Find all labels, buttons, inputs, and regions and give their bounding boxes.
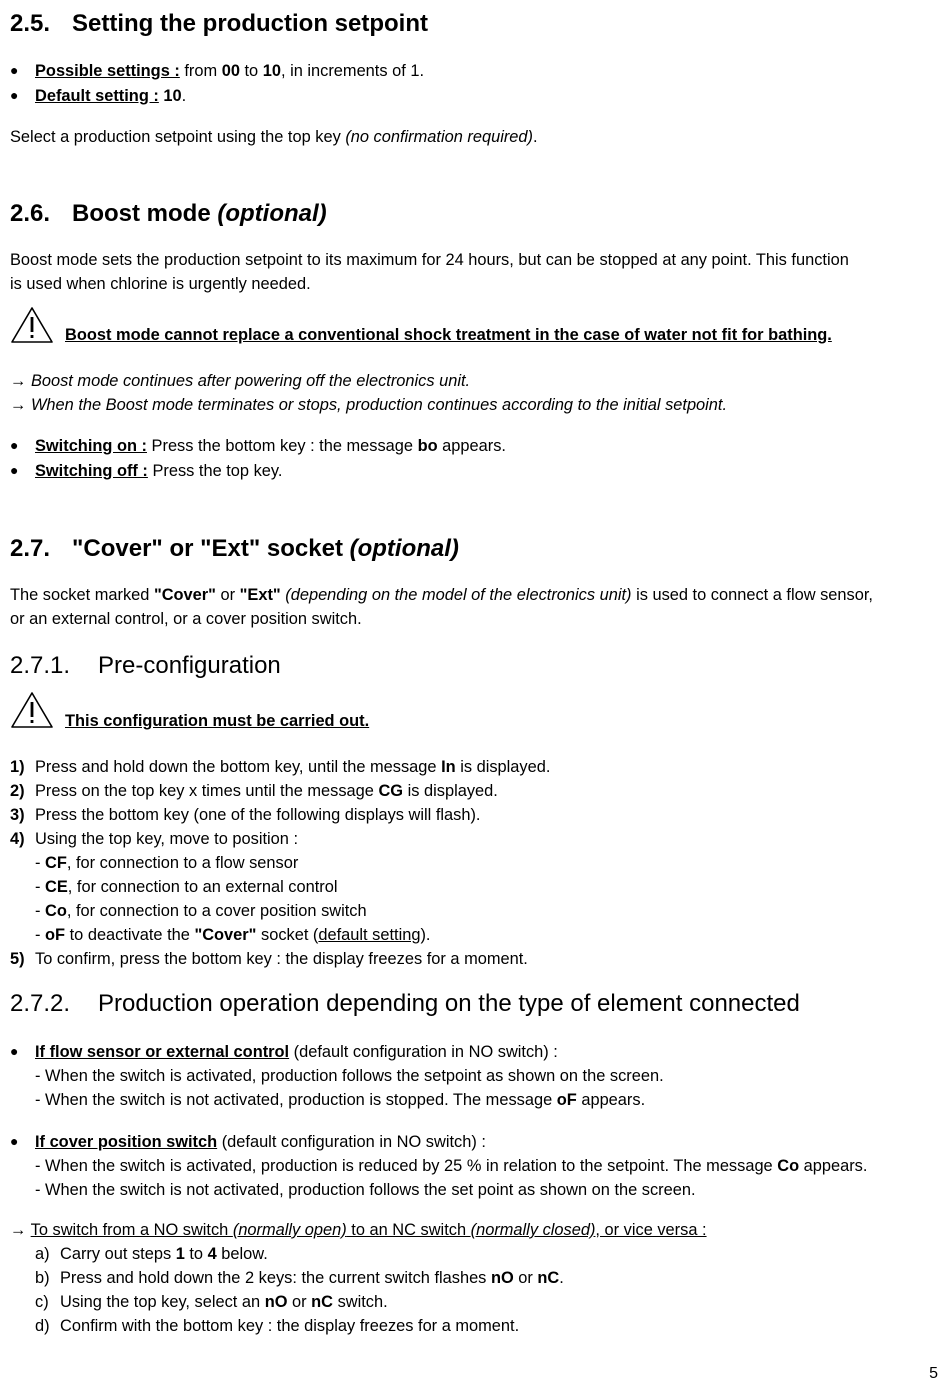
step-item: 3) Press the bottom key (one of the following displays will flash). (10, 806, 481, 824)
option-item: - Co, for connection to a cover position switch (35, 902, 367, 920)
page-number: 5 (929, 1365, 938, 1382)
section-heading-2-6: 2.6. Boost mode (optional) (10, 200, 327, 227)
section-heading-2-7: 2.7. "Cover" or "Ext" socket (optional) (10, 535, 459, 562)
paragraph: The socket marked "Cover" or "Ext" (depending on the model of the electronics unit) is used to connect a flow sensor, (10, 586, 873, 604)
sub-step: b) Press and hold down the 2 keys: the current switch flashes nO or nC. (35, 1269, 564, 1287)
sub-item: - When the switch is activated, production is reduced by 25 % in relation to the setpoint. The message Co appears. (35, 1157, 868, 1175)
section-heading-2-7-2: 2.7.2. Production operation depending on the type of element connected (10, 990, 800, 1017)
warning-block (10, 691, 940, 731)
section-heading-2-5: 2.5. Setting the production setpoint (10, 10, 428, 37)
paragraph: is used when chlorine is urgently needed. (10, 275, 311, 293)
warning-icon (10, 691, 54, 729)
note-line: → When the Boost mode terminates or stops, production continues according to the initial setpoint. (10, 396, 728, 414)
option-item: - CF, for connection to a flow sensor (35, 854, 299, 872)
step-item: 2) Press on the top key x times until the message CG is displayed. (10, 782, 498, 800)
paragraph: or an external control, or a cover position switch. (10, 610, 362, 628)
note-line: → Boost mode continues after powering off the electronics unit. (10, 372, 471, 390)
sub-step: c) Using the top key, select an nO or nC switch. (35, 1293, 388, 1311)
section-heading-2-7-1: 2.7.1. Pre-configuration (10, 652, 281, 679)
option-item: - oF to deactivate the "Cover" socket (default setting). (35, 926, 431, 944)
warning-text: This configuration must be carried out. (65, 712, 370, 730)
sub-item: - When the switch is activated, production follows the setpoint as shown on the screen. (35, 1067, 664, 1085)
warning-block (10, 306, 940, 346)
step-item: 4) Using the top key, move to position : (10, 830, 298, 848)
warning-text: Boost mode cannot replace a conventional shock treatment in the case of water not fit for bathing. (65, 326, 832, 344)
sub-item: - When the switch is not activated, production follows the set point as shown on the screen. (35, 1181, 696, 1199)
sub-step: a) Carry out steps 1 to 4 below. (35, 1245, 268, 1263)
option-item: - CE, for connection to an external control (35, 878, 338, 896)
step-item: 1) Press and hold down the bottom key, until the message In is displayed. (10, 758, 551, 776)
paragraph: Select a production setpoint using the top key (no confirmation required). (10, 128, 538, 146)
sub-item: - When the switch is not activated, production is stopped. The message oF appears. (35, 1091, 646, 1109)
step-item: 5) To confirm, press the bottom key : the display freezes for a moment. (10, 950, 528, 968)
sub-step: d) Confirm with the bottom key : the display freezes for a moment. (35, 1317, 520, 1335)
note-line: → To switch from a NO switch (normally open) to an NC switch (normally closed), or vice versa : (10, 1221, 707, 1239)
warning-icon (10, 306, 54, 344)
paragraph: Boost mode sets the production setpoint to its maximum for 24 hours, but can be stopped at any point. This function (10, 251, 849, 269)
